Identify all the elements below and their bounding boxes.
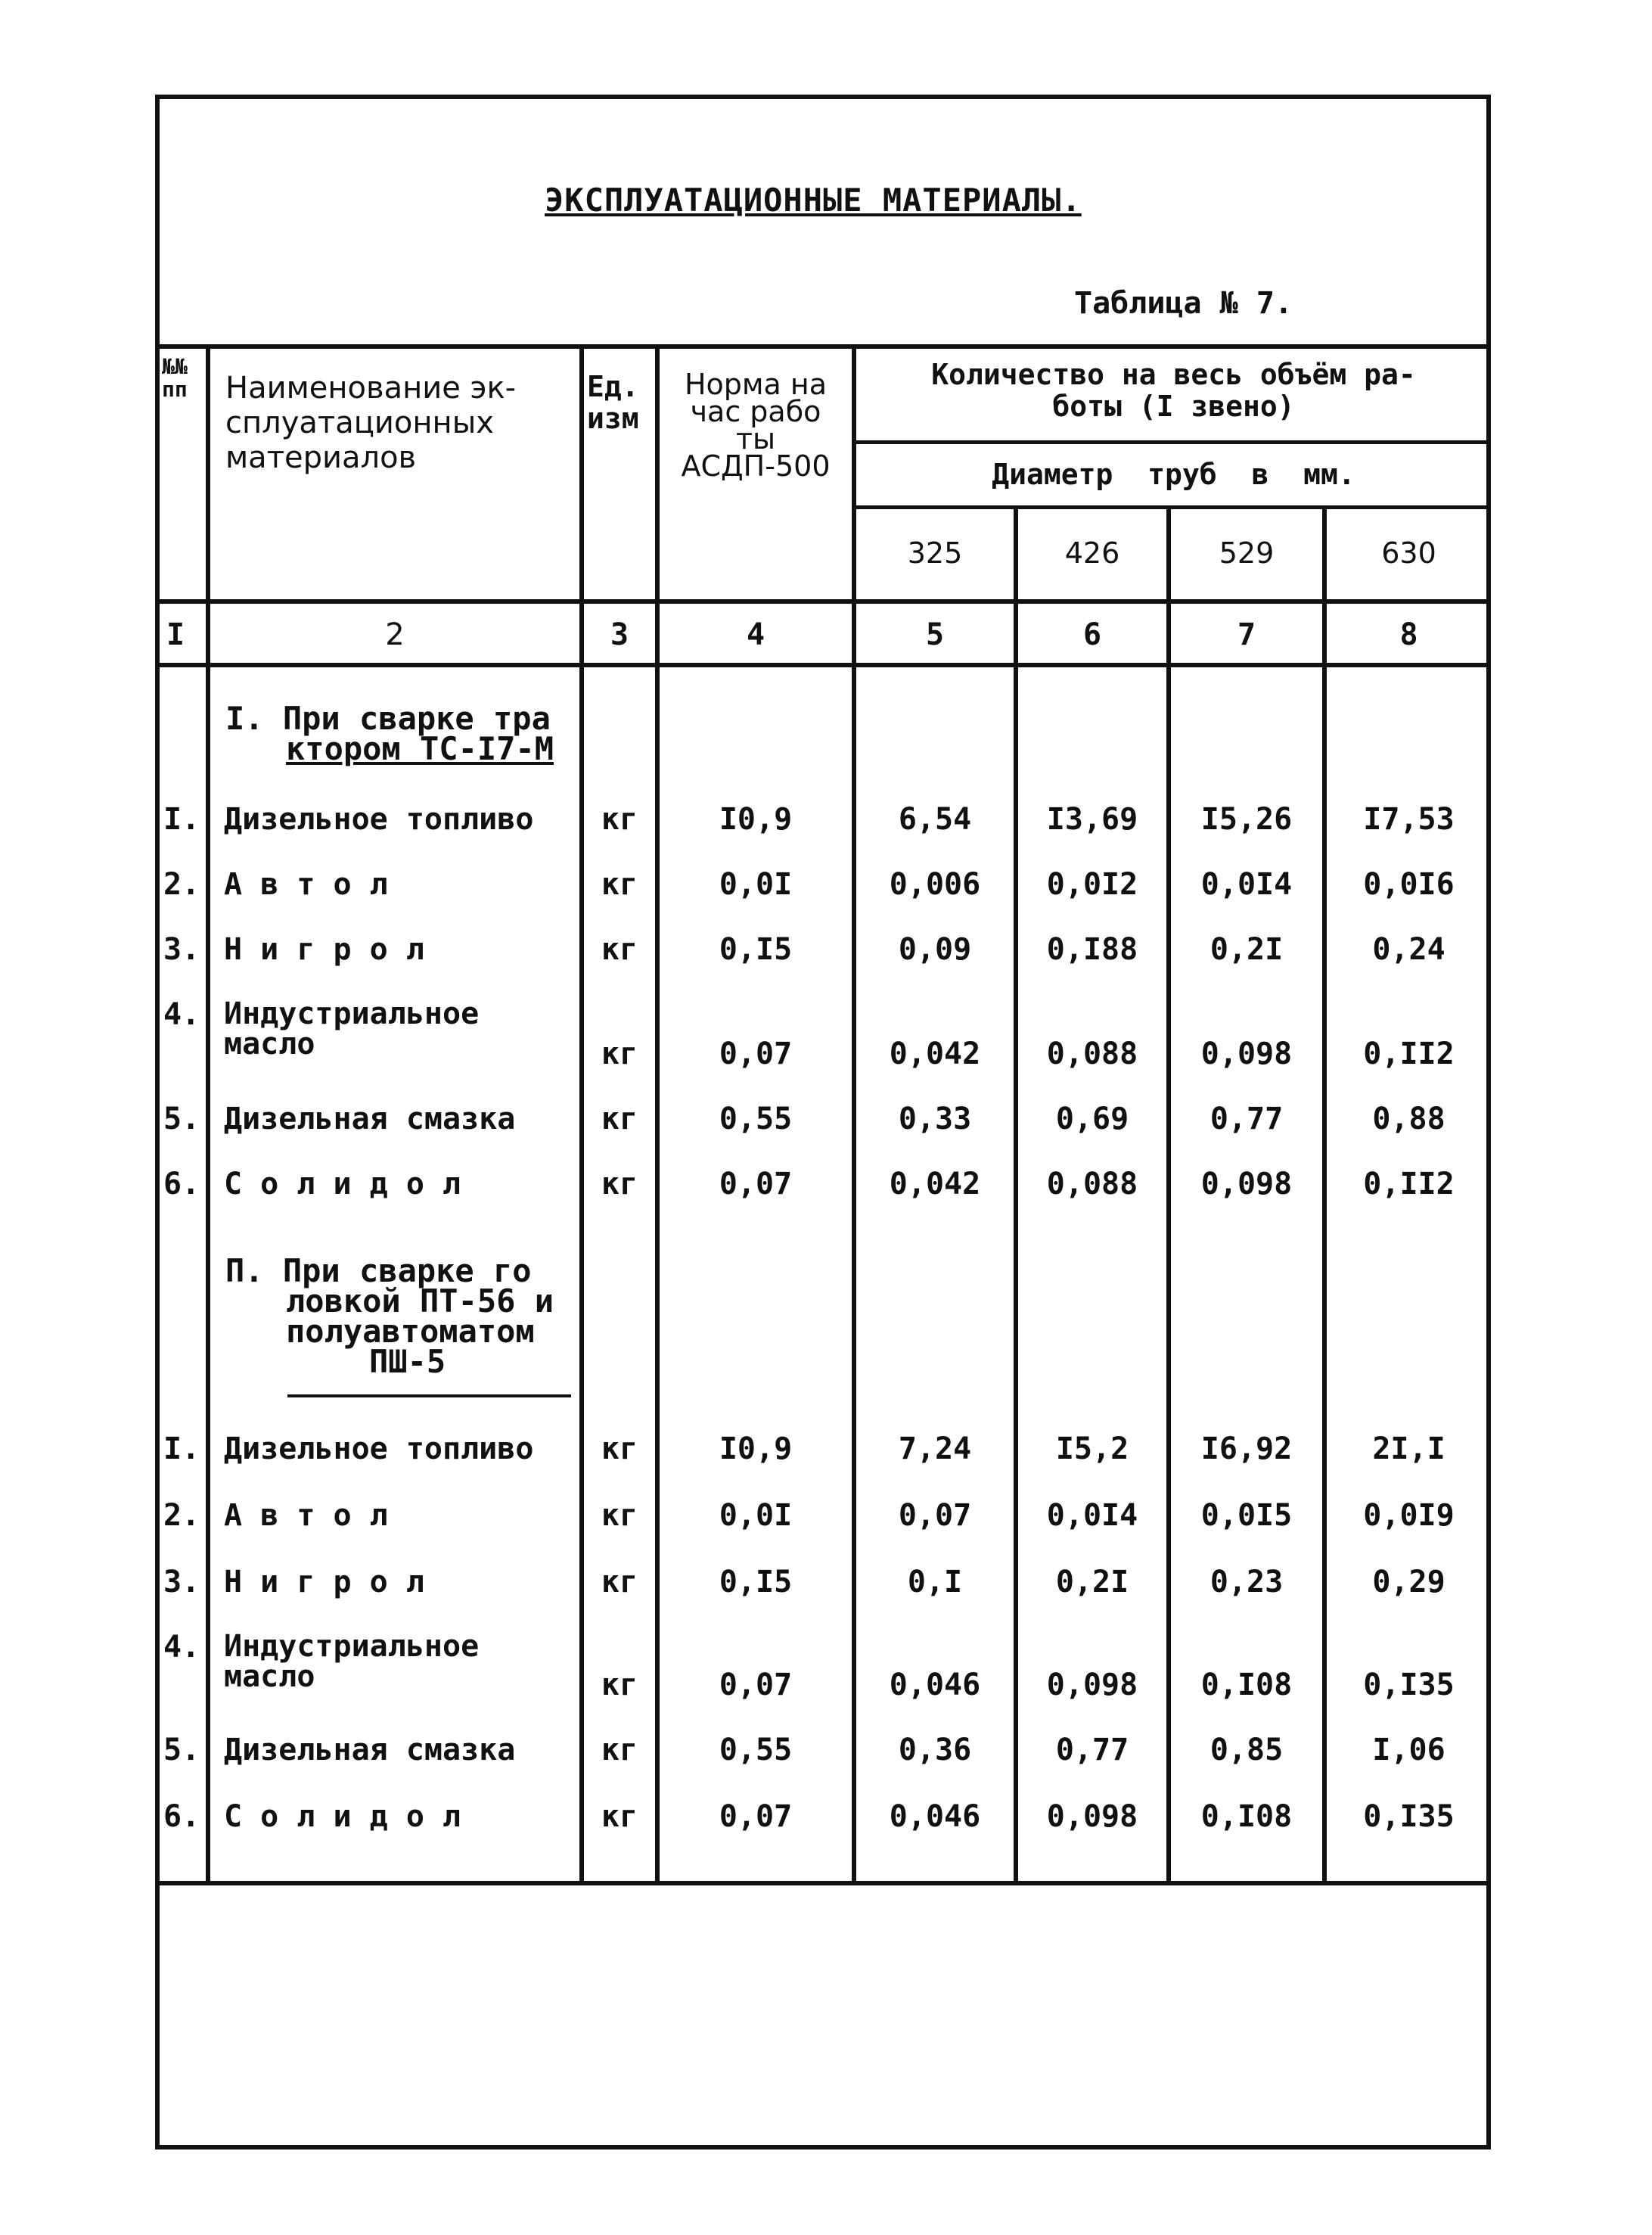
section1-heading-line2: ктором ТС-I7-М (286, 730, 554, 767)
row-num: 5. (163, 1102, 200, 1136)
row-unit: кг (601, 1799, 638, 1834)
row-num: 6. (163, 1799, 200, 1834)
row-unit: кг (601, 932, 638, 967)
row-name: С о л и д о л (224, 1167, 461, 1201)
row-unit: кг (601, 1037, 638, 1071)
row-v529: I6,92 (1200, 1431, 1293, 1466)
row-norm: I0,9 (719, 1431, 793, 1466)
row-v426: 0,2I (1055, 1565, 1129, 1599)
row-v630: I7,53 (1363, 802, 1455, 837)
row-name: Дизельное топливо (224, 1431, 534, 1466)
header-d529: 529 (1219, 536, 1275, 570)
section2-heading-line1: П. При сварке го (225, 1252, 532, 1289)
row-unit: кг (601, 802, 638, 837)
row-v426: 0,098 (1046, 1668, 1138, 1702)
row-v630: 0,24 (1372, 932, 1446, 967)
row-v325: 0,006 (889, 867, 981, 902)
row-unit: кг (601, 867, 638, 902)
row-v426: 0,0I4 (1046, 1498, 1138, 1533)
row-norm: 0,07 (719, 1167, 793, 1201)
rule-diam-under (855, 505, 1491, 509)
row-num: I. (163, 802, 200, 837)
row-v529: 0,098 (1200, 1167, 1293, 1201)
row-name: Индустриальное масло (224, 1629, 480, 1694)
row-name: Н и г р о л (224, 1565, 424, 1599)
rule-table-bottom (155, 1881, 1491, 1885)
row-v325: 0,046 (889, 1668, 981, 1702)
row-v325: 0,042 (889, 1167, 981, 1201)
row-v529: 0,0I4 (1200, 867, 1293, 902)
row-unit: кг (601, 1498, 638, 1533)
row-v426: 0,I88 (1046, 932, 1138, 967)
row-v630: 0,0I6 (1363, 867, 1455, 902)
row-norm: I0,9 (719, 802, 793, 837)
row-v325: 0,042 (889, 1037, 981, 1071)
header-d426: 426 (1064, 536, 1120, 570)
header-diameter: Диаметр труб в мм. (992, 458, 1355, 491)
row-name: Н и г р о л (224, 932, 424, 967)
row-num: 5. (163, 1733, 200, 1767)
header-num: №№ пп (162, 354, 188, 402)
row-v325: 6,54 (898, 802, 972, 837)
row-num: 4. (163, 1630, 200, 1665)
colnum-2: 2 (385, 617, 405, 652)
colnum-3: 3 (610, 617, 629, 652)
section2-heading-line3: полуавтоматом (286, 1313, 535, 1350)
row-v325: 7,24 (898, 1431, 972, 1466)
header-norm: Норма на час рабо ты АСДП-500 (681, 368, 831, 483)
row-norm: 0,I5 (719, 1565, 793, 1599)
row-unit: кг (601, 1431, 638, 1466)
row-unit: кг (601, 1668, 638, 1702)
header-d630: 630 (1381, 536, 1436, 570)
row-unit: кг (601, 1102, 638, 1136)
row-v426: 0,088 (1046, 1167, 1138, 1201)
row-v529: 0,77 (1210, 1102, 1284, 1136)
colnum-4: 4 (746, 617, 765, 652)
row-name: Индустриальное масло (224, 996, 480, 1062)
row-norm: 0,07 (719, 1799, 793, 1834)
row-v630: 0,88 (1372, 1102, 1446, 1136)
row-v630: 0,II2 (1363, 1037, 1455, 1071)
row-unit: кг (601, 1565, 638, 1599)
section2-heading-line4: ПШ-5 (369, 1343, 446, 1380)
row-v529: 0,098 (1200, 1037, 1293, 1071)
header-unit: Ед. изм (587, 370, 639, 435)
row-v426: 0,088 (1046, 1037, 1138, 1071)
row-v529: 0,I08 (1200, 1799, 1293, 1834)
table-number: Таблица № 7. (1074, 286, 1293, 321)
row-v630: 2I,I (1372, 1431, 1446, 1466)
row-v630: 0,29 (1372, 1565, 1446, 1599)
row-v630: 0,II2 (1363, 1167, 1455, 1201)
row-norm: 0,07 (719, 1668, 793, 1702)
row-norm: 0,0I (719, 1498, 793, 1533)
row-norm: 0,55 (719, 1102, 793, 1136)
row-v426: 0,69 (1055, 1102, 1129, 1136)
colnum-5: 5 (925, 617, 945, 652)
row-v325: 0,07 (898, 1498, 972, 1533)
row-num: 6. (163, 1167, 200, 1201)
row-unit: кг (601, 1167, 638, 1201)
row-v325: 0,I (907, 1565, 963, 1599)
row-name: Дизельное топливо (224, 802, 534, 837)
row-v630: 0,I35 (1363, 1799, 1455, 1834)
row-v529: I5,26 (1200, 802, 1293, 837)
row-v529: 0,0I5 (1200, 1498, 1293, 1533)
rule-section2-heading-underline (287, 1394, 571, 1397)
row-v426: I5,2 (1055, 1431, 1129, 1466)
section2-heading-line2: ловкой ПТ-56 и (286, 1282, 554, 1320)
row-v325: 0,33 (898, 1102, 972, 1136)
row-v529: 0,I08 (1200, 1668, 1293, 1702)
row-num: 2. (163, 1498, 200, 1533)
row-v529: 0,85 (1210, 1733, 1284, 1767)
row-name: А в т о л (224, 867, 388, 902)
row-unit: кг (601, 1733, 638, 1767)
row-num: I. (163, 1431, 200, 1466)
colnum-6: 6 (1082, 617, 1102, 652)
document-title: ЭКСПЛУАТАЦИОННЫЕ МАТЕРИАЛЫ. (545, 182, 1082, 219)
header-name: Наименование эк- сплуатационных материалов (225, 371, 517, 475)
header-d325: 325 (907, 536, 963, 570)
rule-header-top (155, 344, 1491, 349)
row-v630: 0,I35 (1363, 1668, 1455, 1702)
row-v630: I,06 (1372, 1733, 1446, 1767)
row-num: 3. (163, 932, 200, 967)
row-name: А в т о л (224, 1498, 388, 1533)
row-norm: 0,07 (719, 1037, 793, 1071)
header-qty: Количество на весь объём ра- боты (I звено) (931, 358, 1416, 423)
row-v426: 0,0I2 (1046, 867, 1138, 902)
row-v529: 0,23 (1210, 1565, 1284, 1599)
row-norm: 0,55 (719, 1733, 793, 1767)
colnum-7: 7 (1237, 617, 1256, 652)
row-v529: 0,2I (1210, 932, 1284, 967)
row-v426: 0,77 (1055, 1733, 1129, 1767)
col-rule-1 (206, 344, 210, 1883)
section1-heading-line1: I. При сварке тра (225, 700, 551, 737)
row-v426: 0,098 (1046, 1799, 1138, 1834)
row-num: 4. (163, 997, 200, 1032)
row-v325: 0,046 (889, 1799, 981, 1834)
row-norm: 0,I5 (719, 932, 793, 967)
rule-qty-under (855, 440, 1491, 444)
row-num: 3. (163, 1565, 200, 1599)
rule-header-bottom (155, 599, 1491, 604)
row-v325: 0,09 (898, 932, 972, 967)
row-name: Дизельная смазка (224, 1102, 516, 1136)
row-v630: 0,0I9 (1363, 1498, 1455, 1533)
row-v325: 0,36 (898, 1733, 972, 1767)
row-v426: I3,69 (1046, 802, 1138, 837)
row-name: Дизельная смазка (224, 1733, 516, 1767)
colnum-8: 8 (1399, 617, 1418, 652)
row-name: С о л и д о л (224, 1799, 461, 1834)
colnum-1: I (166, 617, 185, 652)
row-norm: 0,0I (719, 867, 793, 902)
rule-colnum-bottom (155, 663, 1491, 667)
row-num: 2. (163, 867, 200, 902)
